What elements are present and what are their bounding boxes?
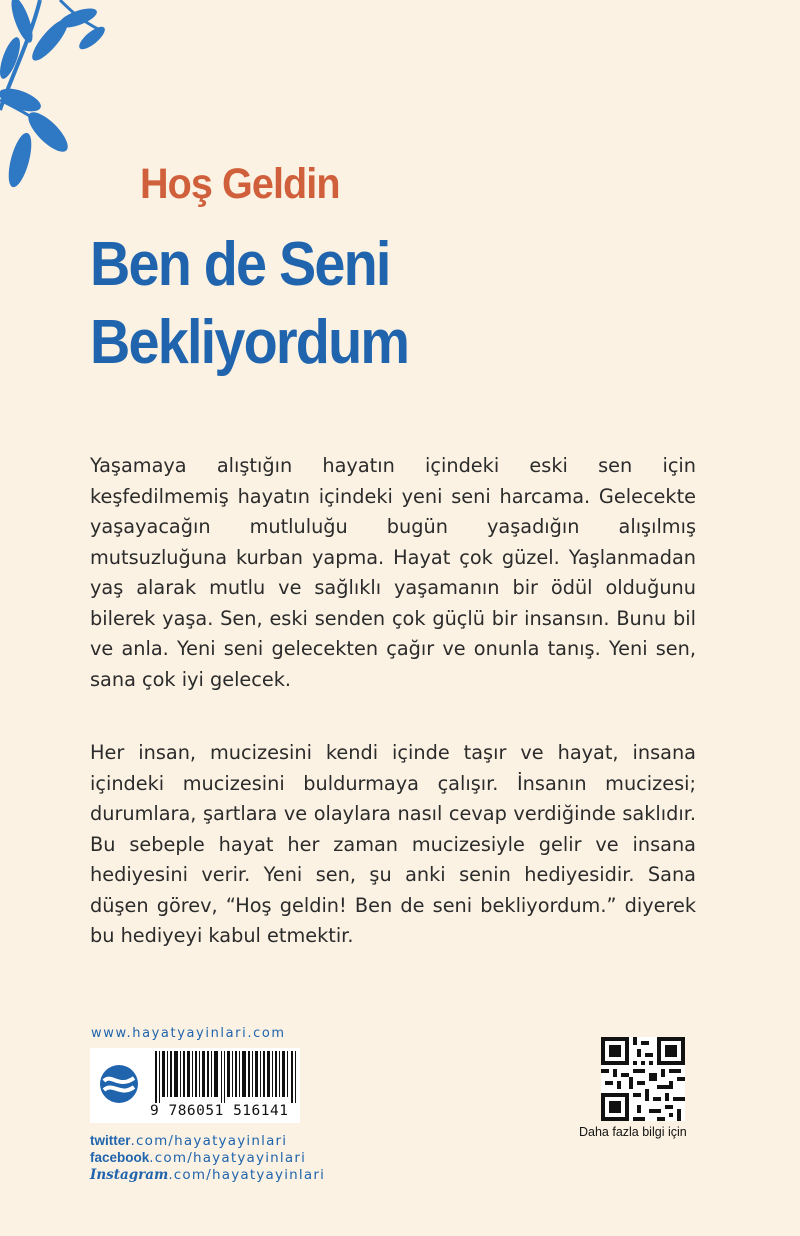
qr-code[interactable] xyxy=(601,1037,685,1121)
blurb-paragraph-1: Yaşamaya alıştığın hayatın içindeki eski sen için keşfedilmemiş hayatın içindeki yeni seni harcama. Gelecekte yaşayacağın mutluluğu bugün yaşadığın alışılmış mutsuzluğuna kurban yapma. Hayat çok güzel. Yaşlanmadan yaş alarak mutlu ve sağlıklı yaşamanın bir ödül olduğunu bilerek yaşa. Sen, eski senden çok güçlü bir insansın. Bunu bil ve anla. Yeni seni gelecekten çağır ve onunla tanış. Yeni sen, sana çok iyi gelecek. xyxy=(90,454,696,691)
facebook-path: .com/hayatyayinlari xyxy=(149,1150,307,1166)
instagram-path: .com/hayatyayinlari xyxy=(168,1167,326,1183)
social-instagram[interactable] xyxy=(90,1167,325,1183)
book-title xyxy=(90,226,408,382)
publisher-logo-icon xyxy=(99,1064,139,1104)
isbn-block xyxy=(90,1048,300,1123)
qr-caption: Daha fazla bilgi için xyxy=(579,1125,687,1139)
instagram-brand: Instagram xyxy=(90,1167,169,1183)
title-line-2: Bekliyordum xyxy=(90,308,409,377)
twitter-brand: twitter xyxy=(90,1133,131,1148)
social-facebook[interactable] xyxy=(90,1150,306,1166)
twitter-path: .com/hayatyayinlari xyxy=(130,1133,288,1149)
leaf-decoration xyxy=(0,0,120,200)
publisher-website[interactable]: www.hayatyayinlari.com xyxy=(91,1026,286,1041)
facebook-brand: facebook xyxy=(90,1150,150,1165)
isbn-number: 9 786051 516141 xyxy=(150,1103,289,1119)
social-twitter[interactable] xyxy=(90,1133,287,1149)
title-top: Hoş Geldin xyxy=(140,160,340,208)
title-line-1: Ben de Seni xyxy=(90,230,390,299)
blurb-paragraph-2: Her insan, mucizesini kendi içinde taşır ve hayat, insana içindeki mucizesini buldurmaya çalışır. İnsanın mucizesi; durumlara, şartlara ve olaylara nasıl cevap verdiğinde saklıdır. Bu sebeple hayat her zaman mucizesiyle gelir ve insana hediyesini verir. Yeni sen, şu anki senin hediyesidir. Sana düşen görev, “Hoş geldin! Ben de seni bekliyordum.” diyerek bu hediyeyi kabul etmektir. xyxy=(90,741,696,947)
barcode xyxy=(153,1051,297,1103)
